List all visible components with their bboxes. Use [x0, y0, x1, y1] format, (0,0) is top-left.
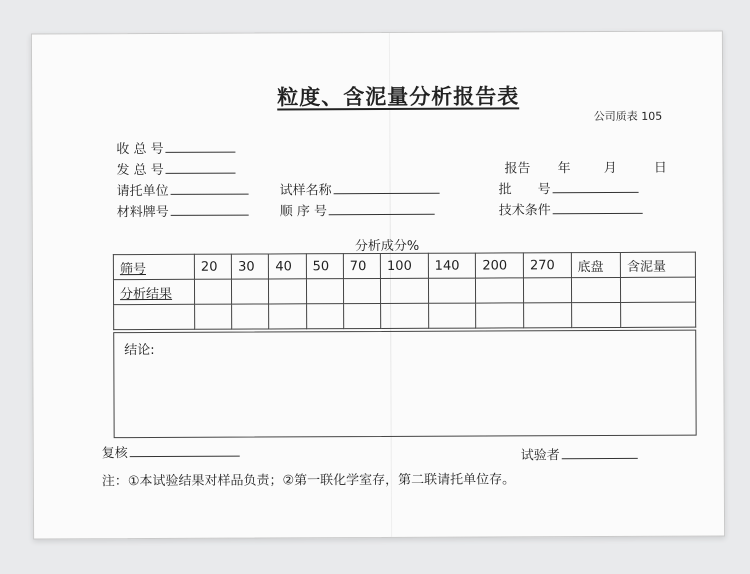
- sieve-size-cell: 140: [428, 253, 476, 278]
- report-year-label: 年: [557, 161, 571, 177]
- field-approval-no-line[interactable]: [553, 180, 639, 193]
- result-cell[interactable]: [306, 279, 343, 304]
- result-cell[interactable]: [306, 304, 343, 329]
- sieve-size-cell: 270: [523, 253, 571, 278]
- sieve-size-cell: 40: [269, 254, 306, 279]
- sieve-size-cell: 30: [232, 254, 269, 279]
- sieve-size-cell: 70: [343, 253, 380, 278]
- analysis-table: [113, 252, 696, 331]
- field-material-grade-line[interactable]: [171, 203, 249, 216]
- conclusion-label: 结论:: [124, 342, 155, 359]
- sieve-size-cell: 含泥量: [620, 252, 695, 277]
- result-cell[interactable]: [343, 278, 380, 303]
- report-date: [504, 157, 666, 177]
- field-sequence-no-line[interactable]: [329, 202, 435, 215]
- field-tech-conditions: [499, 199, 643, 219]
- field-send-no: [116, 159, 235, 179]
- result-cell[interactable]: [194, 279, 231, 304]
- report-date-label: 报告: [504, 161, 531, 177]
- field-send-no-line[interactable]: [166, 161, 236, 174]
- field-receive-no-line[interactable]: [166, 140, 236, 153]
- field-tester: [521, 444, 638, 464]
- result-cell[interactable]: [114, 304, 195, 329]
- field-sequence-no-label: 顺 序 号: [279, 204, 327, 220]
- result-label: 分析结果: [113, 279, 194, 304]
- result-cell[interactable]: [524, 278, 572, 303]
- sieve-size-cell: 100: [380, 253, 428, 278]
- form-code: 公司质表 105: [593, 109, 663, 124]
- result-cell[interactable]: [476, 278, 524, 303]
- result-cell[interactable]: [269, 279, 306, 304]
- footnote: 注：①本试验结果对样品负责；②第一联化学室存，第二联请托单位存。: [101, 472, 516, 490]
- field-client-unit: [117, 180, 249, 200]
- sieve-size-cell: 底盘: [571, 252, 620, 277]
- field-sample-name-label: 试样名称: [279, 183, 332, 199]
- table-row: [114, 302, 696, 330]
- field-material-grade: [117, 201, 249, 221]
- result-cell[interactable]: [428, 278, 476, 303]
- field-receive-no: [116, 138, 235, 158]
- field-sample-name: [280, 179, 440, 199]
- result-cell[interactable]: [524, 303, 572, 328]
- field-tech-conditions-line[interactable]: [553, 201, 643, 214]
- result-cell[interactable]: [232, 304, 269, 329]
- form-title: 粒度、含泥量分析报告表: [277, 84, 520, 110]
- field-receive-no-label: 收 总 号: [116, 141, 164, 158]
- field-client-unit-line[interactable]: [171, 182, 249, 195]
- field-client-unit-label: 请托单位: [116, 183, 169, 200]
- sieve-header: 筛号: [113, 254, 194, 279]
- table-caption: 分析成分%: [354, 238, 420, 255]
- table-row: [113, 252, 695, 280]
- report-month-label: 月: [603, 160, 617, 177]
- result-cell[interactable]: [343, 303, 380, 328]
- result-cell[interactable]: [620, 277, 695, 302]
- table-row: [113, 277, 695, 305]
- sieve-size-cell: 20: [194, 254, 231, 279]
- result-cell[interactable]: [381, 303, 429, 328]
- result-cell[interactable]: [476, 303, 524, 328]
- field-sequence-no: [280, 200, 435, 220]
- report-day-label: 日: [653, 160, 667, 176]
- result-cell[interactable]: [621, 302, 696, 327]
- field-send-no-label: 发 总 号: [116, 162, 164, 179]
- sieve-size-cell: 200: [476, 253, 524, 278]
- field-reviewer-label: 复核: [101, 446, 128, 462]
- field-approval-no: [499, 178, 639, 198]
- field-tester-label: 试验者: [520, 448, 560, 464]
- report-form-sheet: [31, 30, 725, 539]
- field-approval-no-label: 批 号: [498, 182, 551, 198]
- field-material-grade-label: 材料牌号: [116, 204, 169, 221]
- result-cell[interactable]: [381, 278, 429, 303]
- result-cell[interactable]: [571, 302, 620, 327]
- result-cell[interactable]: [428, 303, 476, 328]
- result-cell[interactable]: [195, 304, 232, 329]
- result-cell[interactable]: [232, 279, 269, 304]
- field-tech-conditions-label: 技术条件: [498, 203, 551, 219]
- field-tester-line[interactable]: [562, 446, 638, 459]
- result-cell[interactable]: [571, 277, 620, 302]
- conclusion-box[interactable]: [113, 330, 696, 439]
- result-cell[interactable]: [269, 304, 306, 329]
- field-reviewer-line[interactable]: [130, 444, 240, 457]
- field-sample-name-line[interactable]: [334, 181, 440, 194]
- sieve-size-cell: 50: [306, 254, 343, 279]
- field-reviewer: [102, 442, 240, 462]
